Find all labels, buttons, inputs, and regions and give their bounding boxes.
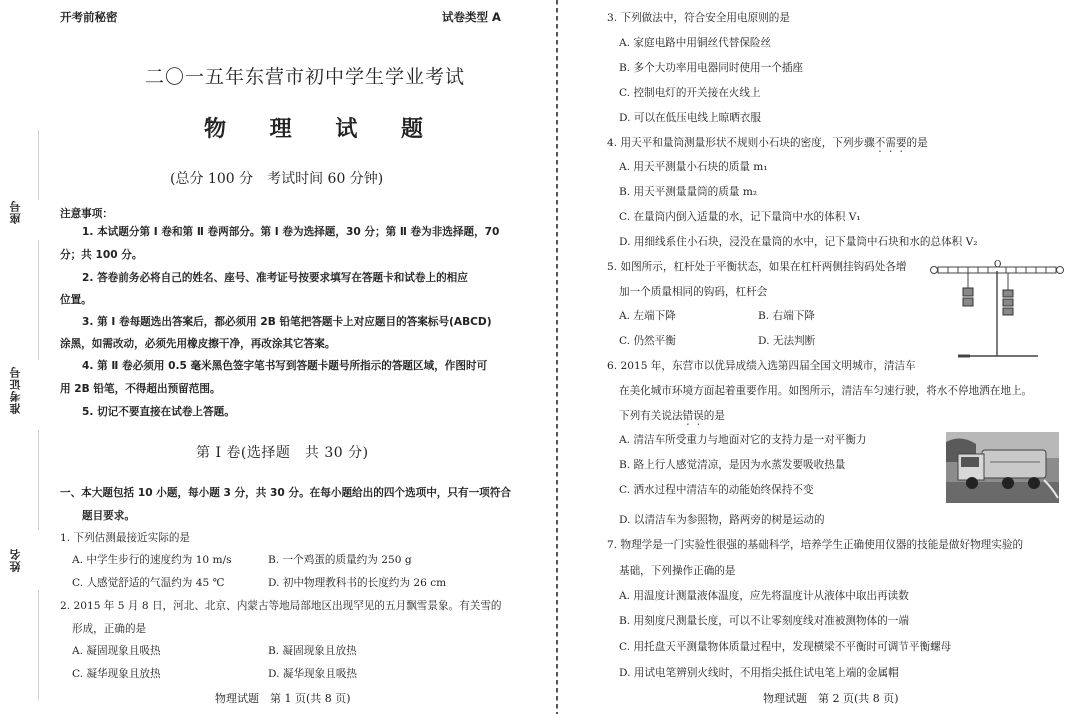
q5-option-c: C. 仍然平衡 <box>619 335 676 347</box>
secret-label: 开考前秘密 <box>60 10 118 24</box>
q6-option-b: B. 路上行人感觉清凉，是因为水蒸发要吸收热量 <box>619 459 846 471</box>
footer-page-1: 物理试题 第 1 页(共 8 页) <box>215 692 351 705</box>
note-2: 2. 答卷前务必将自己的姓名、座号、准考证号按要求填写在答题卡和试卷上的相应 <box>82 272 468 284</box>
q7-stem: 7. 物理学是一门实验性很强的基础科学，培养学生正确使用仪器的技能是做好物理实验的 <box>607 539 1024 551</box>
note-2-cont: 位置。 <box>60 294 92 306</box>
q1-option-c: C. 人感觉舒适的气温约为 45 ℃ <box>72 577 225 589</box>
seat-label: 座号 <box>9 200 22 224</box>
binding-line <box>38 590 39 700</box>
note-1-cont: 分；共 100 分。 <box>60 249 143 261</box>
q4-stem-emphasis: 不需要 <box>874 137 907 149</box>
total-score-line: (总分 100 分 考试时间 60 分钟) <box>170 171 384 187</box>
note-4: 4. 第 Ⅱ 卷必须用 0.5 毫米黑色签字笔书写到答题卡题号所指示的答题区域，作图时可 <box>82 360 488 372</box>
note-1: 1. 本试题分第 Ⅰ 卷和第 Ⅱ 卷两部分。第 Ⅰ 卷为选择题，30 分；第 Ⅱ 卷为非选择题，70 <box>82 226 500 238</box>
notes-heading: 注意事项： <box>60 208 113 220</box>
q4-stem-text: 4. 用天平和量筒测量形状不规则小石块的密度，下列步骤 <box>607 137 875 149</box>
q2-stem: 2. 2015 年 5 月 8 日，河北、北京、内蒙古等地局部地区出现罕见的五月飘雪景象。有关雪的 <box>60 600 502 612</box>
q6-stem-cont-2 <box>619 408 725 428</box>
q4-stem-tail: 的是 <box>906 137 928 149</box>
page-divider <box>556 0 558 714</box>
q3-option-d: D. 可以在低压电线上晾晒衣服 <box>619 112 761 124</box>
q6-option-a: A. 清洁车所受重力与地面对它的支持力是一对平衡力 <box>619 434 867 446</box>
q7-option-b: B. 用刻度尺测量长度，可以不让零刻度线对准被测物体的一端 <box>619 615 909 627</box>
q5-option-d: D. 无法判断 <box>758 335 816 347</box>
section-1-intro-cont: 题目要求。 <box>82 510 135 522</box>
q5-option-b: B. 右端下降 <box>758 310 815 322</box>
q5-stem-cont: 加一个质量相同的钩码，杠杆会 <box>619 286 768 298</box>
q4-option-c: C. 在量筒内倒入适量的水，记下量筒中水的体积 V₁ <box>619 211 861 223</box>
q3-stem: 3. 下列做法中，符合安全用电原则的是 <box>607 12 790 24</box>
section-1-intro: 一、本大题包括 10 小题，每小题 3 分，共 30 分。在每小题给出的四个选项中，只有一项符合 <box>60 487 511 499</box>
q6-stem-cont: 在美化城市环境方面起着重要作用。如图所示，清洁车匀速行驶，将水不停地洒在地上。 <box>619 385 1033 397</box>
q1-option-b: B. 一个鸡蛋的质量约为 250 g <box>268 554 412 566</box>
q3-option-a: A. 家庭电路中用铜丝代替保险丝 <box>619 37 772 49</box>
q2-option-a: A. 凝固现象且吸热 <box>72 645 161 657</box>
q7-option-d: D. 用试电笔辨别火线时，不用指尖抵住试电笔上端的金属帽 <box>619 667 899 679</box>
q2-stem-cont: 形成，正确的是 <box>72 623 147 635</box>
lever-figure <box>930 258 1064 364</box>
q1-stem: 1. 下列估测最接近实际的是 <box>60 532 191 544</box>
binding-line <box>38 240 39 360</box>
section-1-title: 第 Ⅰ 卷(选择题 共 30 分) <box>196 445 369 461</box>
q4-option-a: A. 用天平测量小石块的质量 m₁ <box>619 161 768 173</box>
q6-option-c: C. 洒水过程中清洁车的动能始终保持不变 <box>619 484 814 496</box>
binding-line <box>38 430 39 530</box>
pivot-label: O <box>994 260 1002 270</box>
q5-option-a: A. 左端下降 <box>619 310 676 322</box>
q2-option-d: D. 凝华现象且吸热 <box>268 668 358 680</box>
name-label: 姓名 <box>9 548 22 572</box>
note-3: 3. 第 Ⅰ 卷每题选出答案后，都必须用 2B 铅笔把答题卡上对应题目的答案标号(ABCD) <box>82 316 492 328</box>
q4-stem <box>607 135 928 155</box>
footer-page-2: 物理试题 第 2 页(共 8 页) <box>763 692 899 705</box>
q3-option-c: C. 控制电灯的开关接在火线上 <box>619 87 761 99</box>
q7-option-a: A. 用温度计测量液体温度，应先将温度计从液体中取出再读数 <box>619 590 909 602</box>
binding-line <box>38 130 39 200</box>
note-5: 5. 切记不要直接在试卷上答题。 <box>82 406 235 418</box>
q1-option-a: A. 中学生步行的速度约为 10 m/s <box>72 554 232 566</box>
q4-option-b: B. 用天平测量量筒的质量 m₂ <box>619 186 758 198</box>
subject-title: 物 理 试 题 <box>204 117 441 142</box>
q2-option-b: B. 凝固现象且放热 <box>268 645 357 657</box>
exam-title: 二〇一五年东营市初中学生学业考试 <box>145 66 466 88</box>
q1-option-d: D. 初中物理教科书的长度约为 26 cm <box>268 577 447 589</box>
q5-stem: 5. 如图所示，杠杆处于平衡状态，如果在杠杆两侧挂钩码处各增 <box>607 261 907 273</box>
q6-stem-tail: 的是 <box>703 410 725 422</box>
q6-stem-text: 下列有关说法 <box>619 410 683 422</box>
exam-id-label: 准考证号 <box>9 366 22 414</box>
cleaning-truck-photo <box>946 432 1059 503</box>
q6-stem: 6. 2015 年，东营市以优异成绩入选第四届全国文明城市，清洁车 <box>607 360 916 372</box>
q6-stem-emphasis: 错误 <box>682 410 704 422</box>
q3-option-b: B. 多个大功率用电器同时使用一个插座 <box>619 62 804 74</box>
q6-option-d: D. 以清洁车为参照物，路两旁的树是运动的 <box>619 514 825 526</box>
q4-option-d: D. 用细线系住小石块，浸没在量筒的水中，记下量筒中石块和水的总体积 V₂ <box>619 236 978 248</box>
q2-option-c: C. 凝华现象且放热 <box>72 668 161 680</box>
note-3-cont: 涂黑，如需改动，必须先用橡皮擦干净，再改涂其它答案。 <box>60 338 336 350</box>
paper-type-label: 试卷类型 A <box>442 10 501 24</box>
note-4-cont: 用 2B 铅笔，不得超出预留范围。 <box>60 383 221 395</box>
q7-stem-cont: 基础，下列操作正确的是 <box>619 565 736 577</box>
q7-option-c: C. 用托盘天平测量物体质量过程中，发现横梁不平衡时可调节平衡螺母 <box>619 641 952 653</box>
